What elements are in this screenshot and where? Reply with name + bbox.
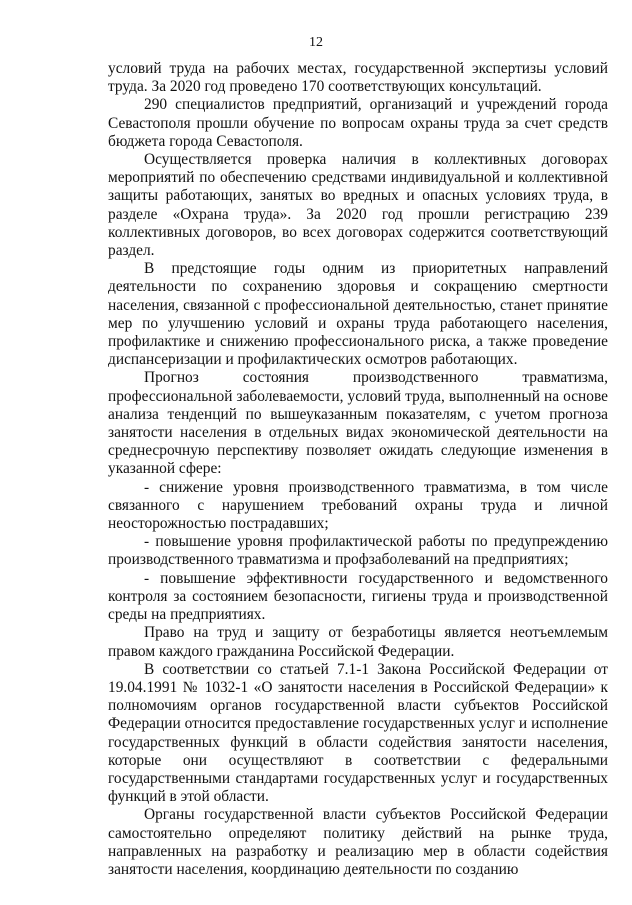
list-item-prevention: - повышение уровня профилактической работы по предупреждению производственного травматизма и профзаболеваний на предприятиях;	[108, 533, 608, 569]
page-number: 12	[309, 35, 323, 50]
paragraph-state-authorities: Органы государственной власти субъектов Российской Федерации самостоятельно определяют политику действий на рынке труда, направленных на разработку и реализацию мер в области содействия занятости населения, координацию деятельности по созданию	[108, 806, 608, 878]
document-body	[108, 60, 608, 879]
paragraph-training: 290 специалистов предприятий, организаций и учреждений города Севастополя прошли обучение по вопросам охраны труда за счет средств бюджета города Севастополя.	[108, 96, 608, 150]
paragraph-collective-agreements: Осуществляется проверка наличия в коллективных договорах мероприятий по обеспечению средствами индивидуальной и коллективной защиты работающих, занятых во вредных и опасных условиях труда, в разделе «Охрана труда». За 2020 год прошли регистрацию 239 коллективных договоров, во всех договорах содержится соответствующий раздел.	[108, 151, 608, 260]
paragraph-forecast: Прогноз состояния производственного травматизма, профессиональной заболеваемости, условий труда, выполненный на основе анализа тенденций по вышеуказанным показателям, с учетом прогноза занятости населения в отдельных видах экономической деятельности на среднесрочную перспективу позволяет ожидать следующие изменения в указанной сфере:	[108, 369, 608, 478]
paragraph-continuation: условий труда на рабочих местах, государственной экспертизы условий труда. За 2020 год проведено 170 соответствующих консультаций.	[108, 60, 608, 96]
list-item-injury-reduction: - снижение уровня производственного травматизма, в том числе связанного с нарушением требований охраны труда и личной неосторожностью пострадавших;	[108, 478, 608, 533]
list-item-control: - повышение эффективности государственного и ведомственного контроля за состоянием безопасности, гигиены труда и производственной среды на предприятиях.	[108, 569, 608, 624]
paragraph-right-to-work: Право на труд и защиту от безработицы является неотъемлемым правом каждого гражданина Российской Федерации.	[108, 624, 608, 660]
paragraph-priorities: В предстоящие годы одним из приоритетных направлений деятельности по сохранению здоровья и сокращению смертности населения, связанной с профессиональной деятельностью, станет принятие мер по улучшению условий и охраны труда работающего населения, профилактике и снижению профессионального риска, а также проведение диспансеризации и профилактических осмотров работающих.	[108, 260, 608, 369]
paragraph-law-reference: В соответствии со статьей 7.1-1 Закона Российской Федерации от 19.04.1991 № 1032-1 «О занятости населения в Российской Федерации» к полномочиям органов государственной власти субъектов Российской Федерации относится предоставление государственных услуг и исполнение государственных функций в области содействия занятости населения, которые они осуществляют в соответствии с федеральными государственными стандартами государственных услуг и государственных функций в этой области.	[108, 660, 608, 806]
